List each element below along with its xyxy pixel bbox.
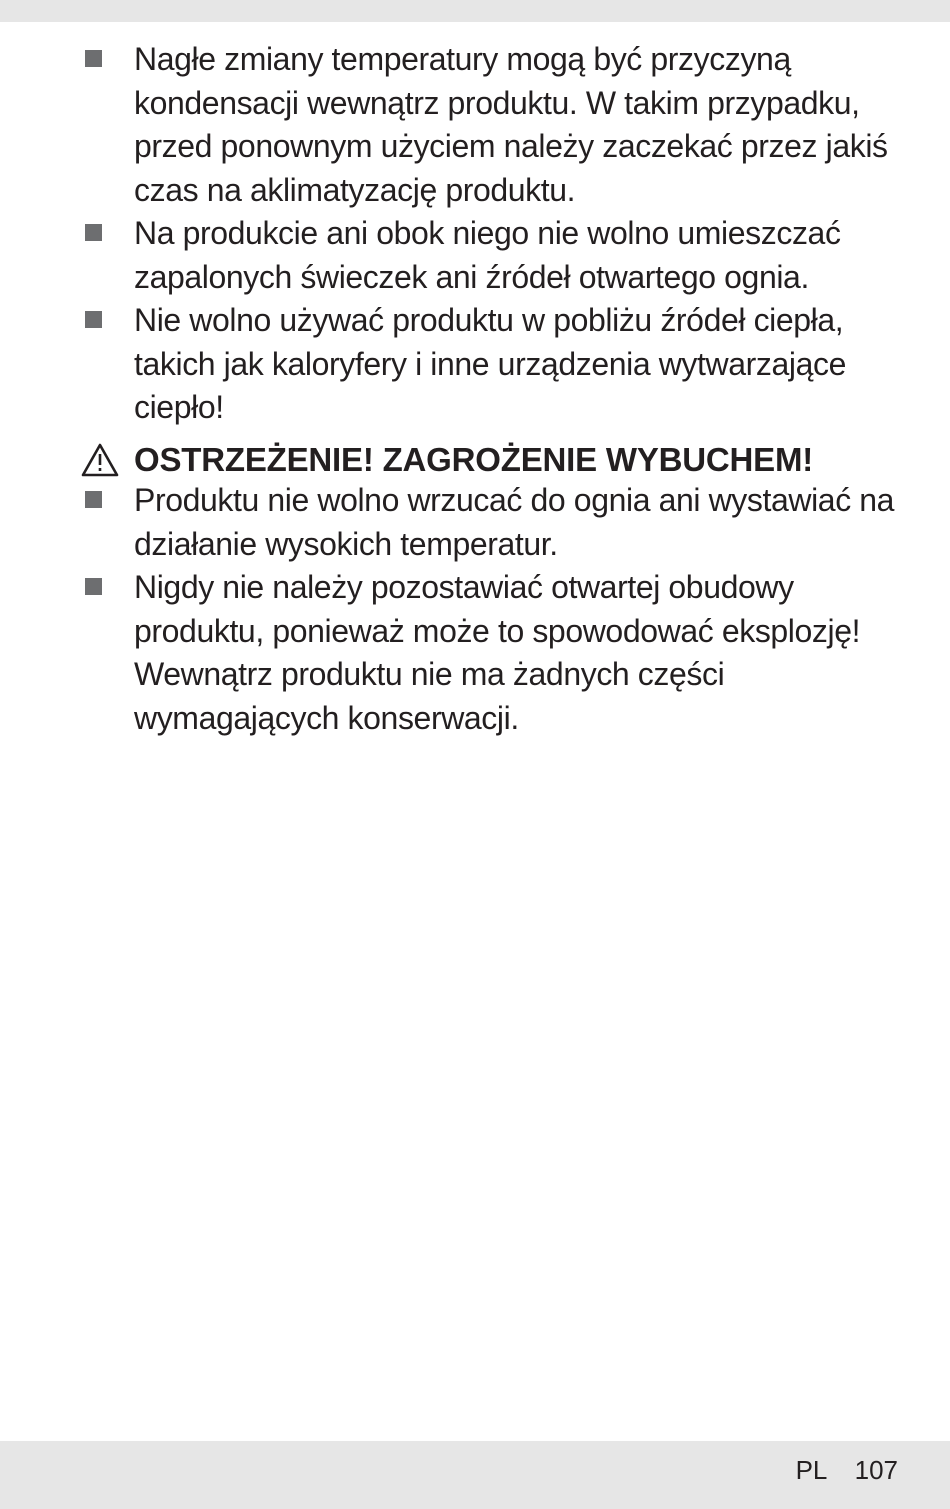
list-item [0,566,950,740]
list-item-text: Nigdy nie należy pozostawiać otwartej obudowy produktu, ponieważ może to spowodować eksplozję! Wewnątrz produktu nie ma żadnych części wymagających konserwacji. [134,569,861,736]
bullet-square-icon [85,311,102,328]
bullet-square-icon [85,578,102,595]
list-item-text: Nagłe zmiany temperatury mogą być przyczyną kondensacji wewnątrz produktu. W takim przypadku, przed ponownym użyciem należy zaczekać przez jakiś czas na aklimatyzację produktu. [134,41,888,208]
list-item-text: Produktu nie wolno wrzucać do ognia ani wystawiać na działanie wysokich temperatur. [134,482,895,562]
warning-heading [0,438,950,482]
list-item-text: Na produkcie ani obok niego nie wolno umieszczać zapalonych świeczek ani źródeł otwartego ognia. [134,215,841,295]
list-item [0,212,950,299]
warning-triangle-icon [80,442,120,478]
list-item [0,38,950,212]
page-content [0,38,950,740]
top-margin-band [0,0,950,22]
list-item [0,299,950,430]
warning-heading-text: OSTRZEŻENIE! ZAGROŻENIE WYBUCHEM! [134,440,814,478]
language-code: PL [795,1455,828,1485]
page-number: 107 [854,1455,898,1485]
page-footer [796,1453,898,1487]
bullet-square-icon [85,491,102,508]
list-item-text: Nie wolno używać produktu w pobliżu źródeł ciepła, takich jak kaloryfery i inne urządzenia wytwarzające ciepło! [134,302,846,425]
list-item [0,479,950,566]
bullet-square-icon [85,224,102,241]
bullet-square-icon [85,50,102,67]
